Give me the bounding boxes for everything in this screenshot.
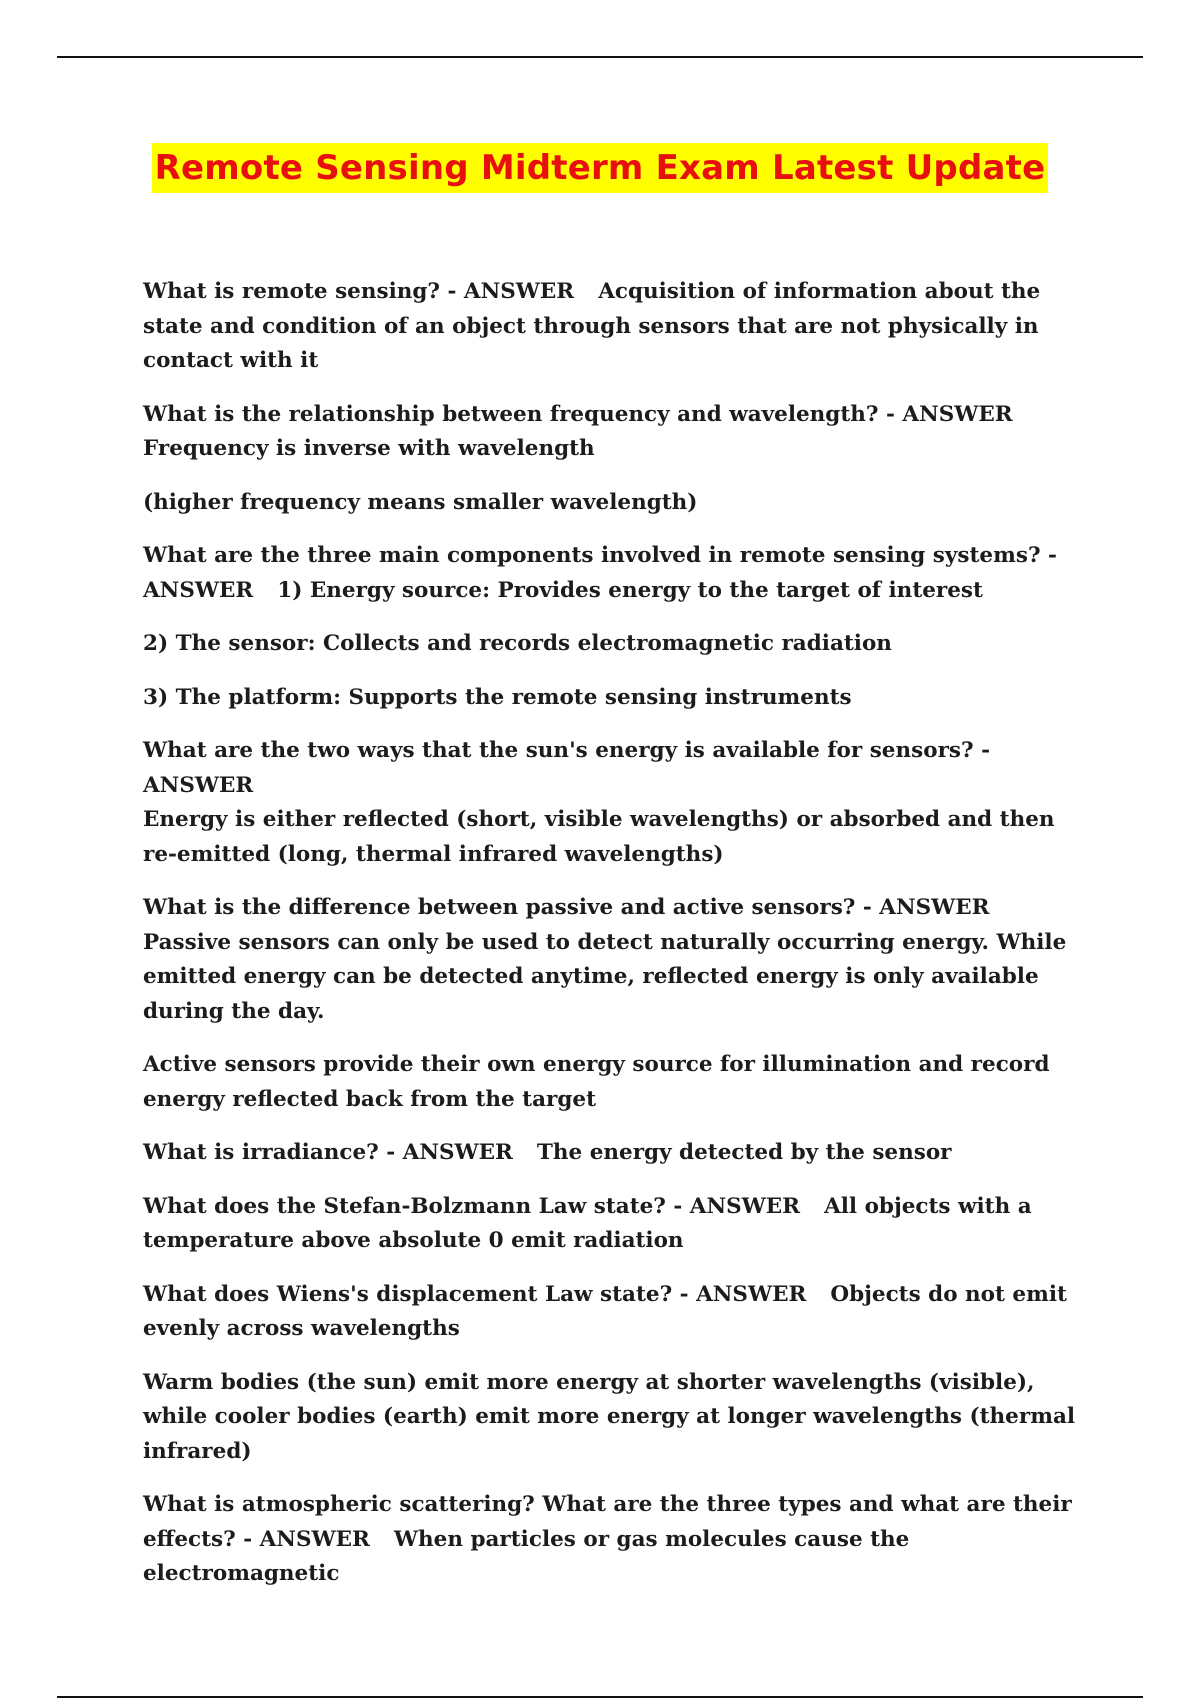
note-text: Warm bodies (the sun) emit more energy at shorter wavelengths (visible), while cooler bodies (earth) emit more energy at longer wavelengths (thermal infrared) <box>143 1369 1076 1464</box>
page-title: Remote Sensing Midterm Exam Latest Update <box>152 143 1049 193</box>
header-rule <box>57 56 1143 58</box>
qa-paragraph <box>143 1488 1088 1592</box>
note-text: (higher frequency means smaller wavelength) <box>143 489 698 515</box>
title-area <box>0 143 1200 193</box>
note-paragraph <box>143 681 1088 716</box>
qa-paragraph <box>143 398 1088 467</box>
answer-text: When particles or gas molecules cause the electromagnetic <box>143 1526 910 1586</box>
answer-text: Frequency is inverse with wavelength <box>143 436 595 461</box>
question-text: What is the difference between passive and active sensors? - ANSWER <box>143 895 990 920</box>
note-paragraph <box>143 627 1088 662</box>
answer-text: All objects with a temperature above absolute 0 emit radiation <box>143 1193 1032 1253</box>
note-paragraph <box>143 1366 1088 1470</box>
question-text: What is irradiance? - ANSWER <box>143 1140 513 1165</box>
question-text: What is atmospheric scattering? What are the three types and what are their effects? - ANSWER <box>143 1492 1072 1552</box>
note-paragraph <box>143 1048 1088 1117</box>
qa-paragraph <box>143 1190 1088 1259</box>
answer-text: Passive sensors can only be used to detect naturally occurring energy. While emitted energy can be detected anytime, reflected energy is only available during the day. <box>143 929 1067 1024</box>
answer-text: Energy is either reflected (short, visible wavelengths) or absorbed and then re-emitted (long, thermal infrared wavelengths) <box>143 807 1055 867</box>
note-text: 2) The sensor: Collects and records electromagnetic radiation <box>143 631 892 656</box>
question-text: What does Wiens's displacement Law state? - ANSWER <box>143 1281 807 1307</box>
qa-paragraph <box>143 275 1088 379</box>
note-text: Active sensors provide their own energy source for illumination and record energy reflected back from the target <box>143 1052 1050 1112</box>
qa-paragraph <box>143 1136 1088 1171</box>
answer-text: Acquisition of information about the state and condition of an object through sensors that are not physically in contact with it <box>143 279 1041 373</box>
qa-paragraph <box>143 891 1088 1029</box>
question-text: What does the Stefan-Bolzmann Law state? - ANSWER <box>143 1193 801 1219</box>
answer-text: The energy detected by the sensor <box>536 1140 952 1165</box>
note-text: 3) The platform: Supports the remote sensing instruments <box>143 684 852 710</box>
qa-paragraph <box>143 539 1088 608</box>
answer-text: 1) Energy source: Provides energy to the target of interest <box>277 577 983 603</box>
question-text: What is the relationship between frequency and wavelength? - ANSWER <box>143 401 1013 427</box>
answer-text: Objects do not emit evenly across wavelengths <box>143 1281 1067 1341</box>
footer-rule <box>57 1696 1143 1698</box>
question-text: What is remote sensing? - ANSWER <box>143 279 575 304</box>
question-text: What are the three main components involved in remote sensing systems? - ANSWER <box>143 543 1057 603</box>
qa-paragraph <box>143 734 1088 872</box>
qa-paragraph <box>143 1278 1088 1347</box>
qa-content <box>143 275 1088 1611</box>
question-text: What are the two ways that the sun's energy is available for sensors? - ANSWER <box>143 738 991 798</box>
note-paragraph <box>143 486 1088 521</box>
